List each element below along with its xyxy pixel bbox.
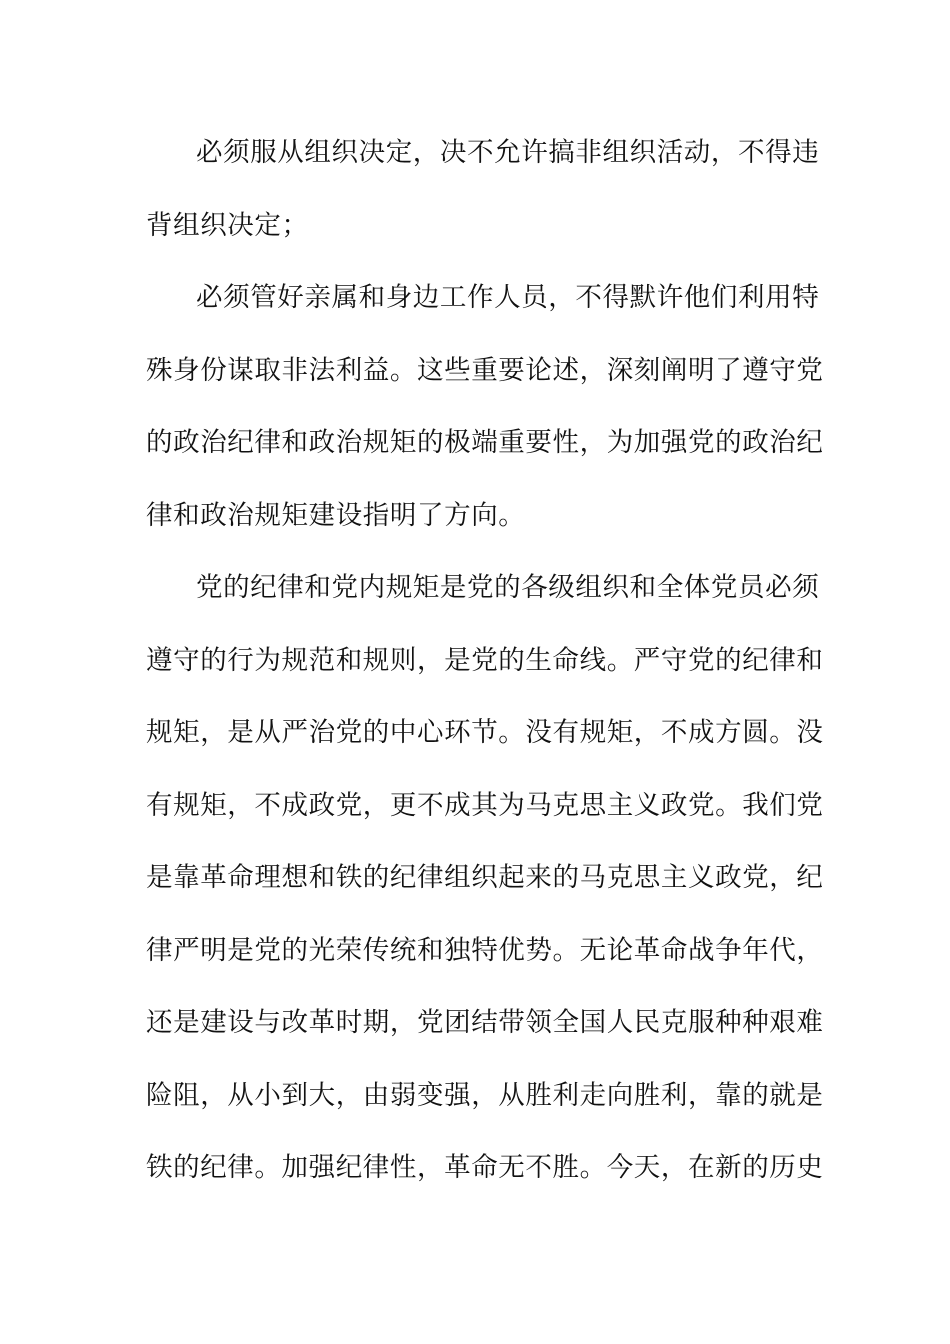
paragraph-line: 必须管好亲属和身边工作人员，不得默许他们利用特 (196, 282, 820, 313)
paragraph-line: 遵守的行为规范和规则，是党的生命线。严守党的纪律和 (146, 644, 824, 676)
paragraph-line: 的政治纪律和政治规矩的极端重要性，为加强党的政治纪 (146, 427, 824, 458)
paragraph-line: 律严明是党的光荣传统和独特优势。无论革命战争年代， (146, 934, 824, 966)
paragraph-line: 险阻，从小到大，由弱变强，从胜利走向胜利，靠的就是 (146, 1079, 824, 1111)
paragraph-line: 是靠革命理想和铁的纪律组织起来的马克思主义政党，纪 (146, 862, 824, 893)
paragraph-line: 律和政治规矩建设指明了方向。 (146, 499, 526, 531)
paragraph-line: 背组织决定； (146, 209, 309, 241)
body-text (146, 131, 824, 1219)
paragraph-line: 铁的纪律。加强纪律性，革命无不胜。今天，在新的历史 (146, 1152, 824, 1183)
paragraph-line: 党的纪律和党内规矩是党的各级组织和全体党员必须 (196, 572, 820, 603)
paragraph-line: 必须服从组织决定，决不允许搞非组织活动，不得违 (196, 137, 820, 168)
paragraph-line: 有规矩，不成政党，更不成其为马克思主义政党。我们党 (146, 789, 824, 821)
paragraph-line: 规矩，是从严治党的中心环节。没有规矩，不成方圆。没 (146, 717, 824, 748)
paragraph-line: 还是建设与改革时期，党团结带领全国人民克服种种艰难 (146, 1007, 824, 1038)
paragraph-line: 殊身份谋取非法利益。这些重要论述，深刻阐明了遵守党 (146, 354, 824, 386)
